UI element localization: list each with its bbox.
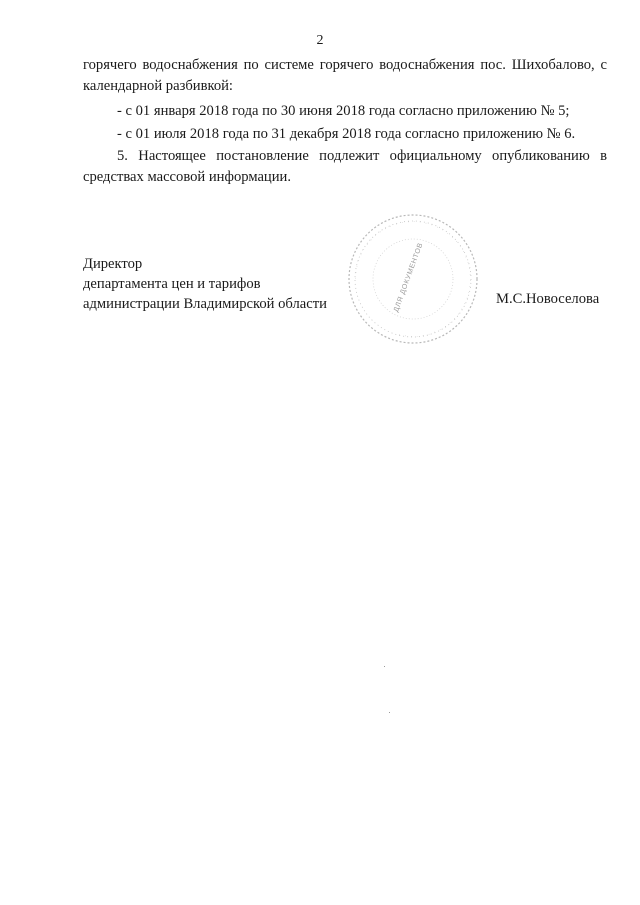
- signatory-title-line: Директор: [83, 256, 143, 272]
- signatory-title-line: администрации Владимирской области: [83, 296, 327, 312]
- list-item-second-half-year: - с 01 июля 2018 года по 31 декабря 2018 года согласно приложению № 6.: [117, 126, 576, 142]
- list-item-first-half-year: - с 01 января 2018 года по 30 июня 2018 года согласно приложению № 5;: [117, 103, 570, 119]
- scan-speck: [389, 712, 390, 713]
- paragraph-publication-clause: 5. Настоящее постановление подлежит официальному опубликованию в средствах массовой информации.: [83, 148, 607, 185]
- official-seal-stamp: [346, 212, 480, 346]
- signatory-name: М.С.Новоселова: [496, 291, 600, 307]
- signatory-title-block: [83, 254, 327, 314]
- stamp-text: ДЛЯ ДОКУМЕНТОВ: [392, 241, 425, 314]
- scan-speck: [384, 666, 385, 667]
- paragraph-hot-water-supply: горячего водоснабжения по системе горячего водоснабжения пос. Шихобалово, с календарной разбивкой:: [83, 57, 607, 94]
- page-number: 2: [316, 33, 324, 48]
- signatory-title-line: департамента цен и тарифов: [83, 276, 261, 292]
- svg-text:· · · · · · · · · · · · · · ·: · · · · · · · · · · · · · · · · · · · · · · · · · · · · · · · · · · · · · · · · · · · · · · · ·: [352, 218, 474, 340]
